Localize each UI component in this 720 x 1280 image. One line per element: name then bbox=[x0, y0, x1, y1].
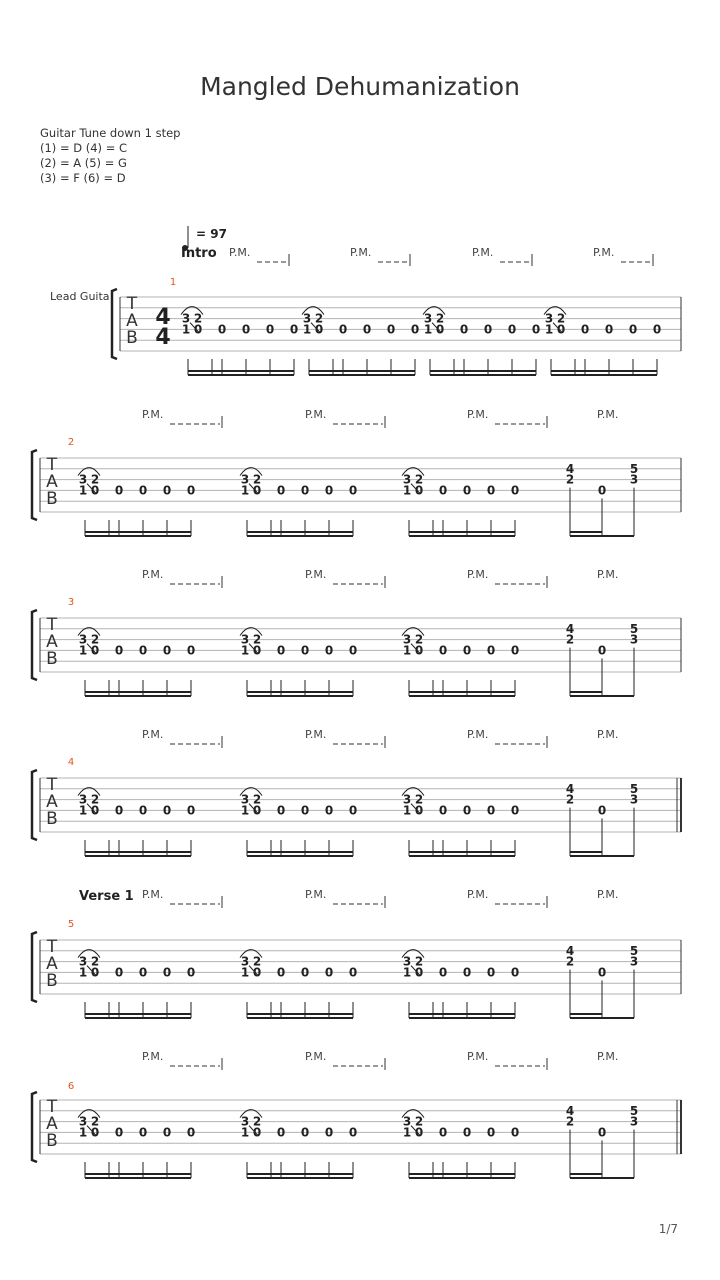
fret-number: 3 bbox=[629, 954, 639, 969]
fret-number: 4 bbox=[565, 461, 575, 476]
fret-number: 0 bbox=[510, 643, 520, 658]
fret-number: 3 bbox=[629, 472, 639, 487]
palm-mute-label: P.M. bbox=[350, 246, 372, 259]
palm-mute-label: P.M. bbox=[597, 728, 619, 741]
fret-number: 0 bbox=[486, 1125, 496, 1140]
track-name: Lead Guita bbox=[50, 290, 110, 303]
fret-number: 3 bbox=[423, 311, 433, 326]
fret-number: 0 bbox=[114, 483, 124, 498]
fret-number: 2 bbox=[252, 632, 262, 647]
tab-clef-letter: B bbox=[46, 809, 58, 829]
fret-number: 0 bbox=[324, 643, 334, 658]
time-signature-bottom: 4 bbox=[155, 325, 171, 350]
fret-number: 0 bbox=[628, 322, 638, 337]
fret-number: 2 bbox=[252, 954, 262, 969]
fret-number: 5 bbox=[629, 781, 639, 796]
fret-number: 0 bbox=[462, 643, 472, 658]
tab-clef-letter: T bbox=[46, 937, 58, 957]
palm-mute-label: P.M. bbox=[467, 408, 489, 421]
fret-number: 0 bbox=[597, 803, 607, 818]
system-bracket bbox=[112, 289, 117, 359]
fret-number: 0 bbox=[414, 803, 424, 818]
fret-number: 0 bbox=[324, 803, 334, 818]
system-bracket bbox=[32, 770, 37, 840]
fret-number: 0 bbox=[483, 322, 493, 337]
fret-number: 5 bbox=[629, 943, 639, 958]
fret-number: 0 bbox=[386, 322, 396, 337]
fret-number: 2 bbox=[193, 311, 203, 326]
fret-number: 3 bbox=[402, 954, 412, 969]
system-bracket bbox=[32, 1092, 37, 1162]
fret-number: 1 bbox=[402, 643, 412, 658]
tab-clef-letter: B bbox=[46, 489, 58, 509]
measure-number: 5 bbox=[67, 919, 75, 930]
fret-number: 3 bbox=[402, 1114, 412, 1129]
fret-number: 2 bbox=[90, 792, 100, 807]
fret-number: 0 bbox=[252, 483, 262, 498]
fret-number: 0 bbox=[556, 322, 566, 337]
fret-number: 0 bbox=[252, 1125, 262, 1140]
fret-number: 0 bbox=[114, 803, 124, 818]
tab-clef-letter: T bbox=[46, 1097, 58, 1117]
fret-number: 1 bbox=[402, 1125, 412, 1140]
fret-number: 3 bbox=[78, 1114, 88, 1129]
tab-clef-letter: A bbox=[46, 954, 58, 974]
fret-number: 3 bbox=[181, 311, 191, 326]
tab-clef-letter: T bbox=[46, 775, 58, 795]
fret-number: 0 bbox=[486, 803, 496, 818]
fret-number: 2 bbox=[414, 632, 424, 647]
fret-number: 0 bbox=[348, 483, 358, 498]
fret-number: 5 bbox=[629, 621, 639, 636]
fret-number: 4 bbox=[565, 1103, 575, 1118]
fret-number: 1 bbox=[402, 803, 412, 818]
fret-number: 3 bbox=[78, 472, 88, 487]
palm-mute-label: P.M. bbox=[305, 568, 327, 581]
fret-number: 0 bbox=[462, 483, 472, 498]
fret-number: 2 bbox=[565, 1114, 575, 1129]
measure-number: 3 bbox=[67, 597, 75, 608]
measure-number: 6 bbox=[67, 1081, 75, 1092]
palm-mute-label: P.M. bbox=[467, 888, 489, 901]
fret-number: 0 bbox=[300, 643, 310, 658]
tab-clef-letter: B bbox=[126, 328, 138, 348]
fret-number: 0 bbox=[300, 483, 310, 498]
tab-clef-letter: B bbox=[46, 971, 58, 991]
fret-number: 1 bbox=[544, 322, 554, 337]
fret-number: 1 bbox=[302, 322, 312, 337]
fret-number: 0 bbox=[186, 803, 196, 818]
measure-number: 1 bbox=[169, 277, 177, 288]
fret-number: 0 bbox=[114, 965, 124, 980]
fret-number: 0 bbox=[597, 1125, 607, 1140]
fret-number: 0 bbox=[217, 322, 227, 337]
fret-number: 0 bbox=[414, 965, 424, 980]
palm-mute-label: P.M. bbox=[142, 408, 164, 421]
fret-number: 0 bbox=[276, 965, 286, 980]
fret-number: 0 bbox=[300, 1125, 310, 1140]
fret-number: 0 bbox=[276, 1125, 286, 1140]
system-bracket bbox=[32, 932, 37, 1002]
fret-number: 0 bbox=[90, 965, 100, 980]
fret-number: 1 bbox=[78, 1125, 88, 1140]
fret-number: 0 bbox=[289, 322, 299, 337]
fret-number: 3 bbox=[240, 1114, 250, 1129]
palm-mute-label: P.M. bbox=[305, 888, 327, 901]
fret-number: 0 bbox=[186, 1125, 196, 1140]
fret-number: 0 bbox=[265, 322, 275, 337]
fret-number: 0 bbox=[462, 965, 472, 980]
page-number: 1/7 bbox=[658, 1222, 678, 1236]
fret-number: 0 bbox=[438, 965, 448, 980]
tab-clef-letter: B bbox=[46, 649, 58, 669]
fret-number: 0 bbox=[510, 483, 520, 498]
fret-number: 0 bbox=[90, 1125, 100, 1140]
fret-number: 3 bbox=[402, 792, 412, 807]
fret-number: 1 bbox=[402, 483, 412, 498]
fret-number: 2 bbox=[90, 1114, 100, 1129]
fret-number: 3 bbox=[240, 792, 250, 807]
fret-number: 1 bbox=[78, 483, 88, 498]
fret-number: 0 bbox=[90, 483, 100, 498]
fret-number: 3 bbox=[302, 311, 312, 326]
fret-number: 0 bbox=[138, 643, 148, 658]
fret-number: 0 bbox=[486, 483, 496, 498]
section-label: Verse 1 bbox=[79, 889, 134, 904]
fret-number: 0 bbox=[162, 965, 172, 980]
fret-number: 0 bbox=[597, 643, 607, 658]
fret-number: 0 bbox=[193, 322, 203, 337]
tuning-line: (2) = A (5) = G bbox=[40, 156, 127, 170]
palm-mute-label: P.M. bbox=[142, 888, 164, 901]
fret-number: 0 bbox=[652, 322, 662, 337]
fret-number: 2 bbox=[414, 792, 424, 807]
fret-number: 3 bbox=[629, 632, 639, 647]
fret-number: 0 bbox=[324, 1125, 334, 1140]
fret-number: 0 bbox=[438, 803, 448, 818]
fret-number: 0 bbox=[300, 803, 310, 818]
fret-number: 1 bbox=[240, 643, 250, 658]
fret-number: 0 bbox=[186, 483, 196, 498]
measure-number: 2 bbox=[67, 437, 75, 448]
fret-number: 0 bbox=[531, 322, 541, 337]
fret-number: 0 bbox=[138, 965, 148, 980]
fret-number: 0 bbox=[462, 1125, 472, 1140]
fret-number: 0 bbox=[186, 643, 196, 658]
palm-mute-label: P.M. bbox=[305, 408, 327, 421]
fret-number: 0 bbox=[507, 322, 517, 337]
fret-number: 0 bbox=[459, 322, 469, 337]
fret-number: 2 bbox=[556, 311, 566, 326]
fret-number: 0 bbox=[252, 643, 262, 658]
palm-mute-label: P.M. bbox=[597, 408, 619, 421]
fret-number: 5 bbox=[629, 1103, 639, 1118]
fret-number: 2 bbox=[252, 1114, 262, 1129]
tab-clef-letter: A bbox=[126, 311, 138, 331]
fret-number: 0 bbox=[162, 1125, 172, 1140]
fret-number: 0 bbox=[435, 322, 445, 337]
tuning-line: Guitar Tune down 1 step bbox=[40, 126, 181, 140]
fret-number: 0 bbox=[580, 322, 590, 337]
fret-number: 0 bbox=[90, 803, 100, 818]
fret-number: 0 bbox=[438, 1125, 448, 1140]
fret-number: 0 bbox=[252, 965, 262, 980]
fret-number: 0 bbox=[324, 965, 334, 980]
fret-number: 0 bbox=[276, 643, 286, 658]
fret-number: 1 bbox=[78, 965, 88, 980]
fret-number: 0 bbox=[314, 322, 324, 337]
fret-number: 0 bbox=[486, 643, 496, 658]
fret-number: 0 bbox=[348, 965, 358, 980]
fret-number: 4 bbox=[565, 943, 575, 958]
fret-number: 2 bbox=[414, 1114, 424, 1129]
tab-clef-letter: B bbox=[46, 1131, 58, 1151]
fret-number: 3 bbox=[240, 632, 250, 647]
palm-mute-label: P.M. bbox=[142, 1050, 164, 1063]
palm-mute-label: P.M. bbox=[597, 1050, 619, 1063]
fret-number: 0 bbox=[348, 643, 358, 658]
fret-number: 2 bbox=[252, 472, 262, 487]
fret-number: 2 bbox=[435, 311, 445, 326]
fret-number: 3 bbox=[78, 792, 88, 807]
fret-number: 0 bbox=[510, 803, 520, 818]
fret-number: 0 bbox=[138, 803, 148, 818]
system-bracket bbox=[32, 610, 37, 680]
fret-number: 0 bbox=[138, 483, 148, 498]
fret-number: 0 bbox=[486, 965, 496, 980]
fret-number: 0 bbox=[300, 965, 310, 980]
fret-number: 1 bbox=[78, 643, 88, 658]
measure-number: 4 bbox=[67, 757, 75, 768]
fret-number: 0 bbox=[414, 483, 424, 498]
fret-number: 0 bbox=[414, 1125, 424, 1140]
palm-mute-label: P.M. bbox=[593, 246, 615, 259]
fret-number: 2 bbox=[565, 954, 575, 969]
fret-number: 2 bbox=[414, 472, 424, 487]
fret-number: 4 bbox=[565, 621, 575, 636]
fret-number: 0 bbox=[348, 803, 358, 818]
fret-number: 2 bbox=[314, 311, 324, 326]
tab-clef-letter: A bbox=[46, 472, 58, 492]
fret-number: 0 bbox=[597, 965, 607, 980]
tuning-line: (1) = D (4) = C bbox=[40, 141, 128, 155]
fret-number: 5 bbox=[629, 461, 639, 476]
fret-number: 1 bbox=[240, 803, 250, 818]
tempo-marking: = 97 bbox=[196, 227, 227, 241]
fret-number: 0 bbox=[438, 643, 448, 658]
palm-mute-label: P.M. bbox=[597, 568, 619, 581]
fret-number: 0 bbox=[338, 322, 348, 337]
palm-mute-label: P.M. bbox=[229, 246, 251, 259]
fret-number: 3 bbox=[629, 1114, 639, 1129]
tab-clef-letter: T bbox=[46, 615, 58, 635]
palm-mute-label: P.M. bbox=[142, 728, 164, 741]
fret-number: 0 bbox=[438, 483, 448, 498]
fret-number: 4 bbox=[565, 781, 575, 796]
fret-number: 0 bbox=[510, 1125, 520, 1140]
fret-number: 0 bbox=[114, 1125, 124, 1140]
fret-number: 1 bbox=[240, 965, 250, 980]
fret-number: 1 bbox=[78, 803, 88, 818]
fret-number: 2 bbox=[90, 632, 100, 647]
fret-number: 0 bbox=[604, 322, 614, 337]
tab-clef-letter: A bbox=[46, 792, 58, 812]
fret-number: 3 bbox=[78, 632, 88, 647]
section-label: Intro bbox=[181, 246, 217, 261]
fret-number: 3 bbox=[240, 954, 250, 969]
fret-number: 0 bbox=[510, 965, 520, 980]
system-bracket bbox=[32, 450, 37, 520]
fret-number: 0 bbox=[462, 803, 472, 818]
fret-number: 3 bbox=[402, 632, 412, 647]
fret-number: 3 bbox=[240, 472, 250, 487]
fret-number: 0 bbox=[114, 643, 124, 658]
fret-number: 0 bbox=[348, 1125, 358, 1140]
fret-number: 1 bbox=[402, 965, 412, 980]
fret-number: 0 bbox=[241, 322, 251, 337]
fret-number: 2 bbox=[252, 792, 262, 807]
time-signature-top: 4 bbox=[155, 305, 171, 330]
fret-number: 2 bbox=[90, 954, 100, 969]
palm-mute-label: P.M. bbox=[467, 1050, 489, 1063]
fret-number: 1 bbox=[240, 483, 250, 498]
fret-number: 2 bbox=[565, 792, 575, 807]
palm-mute-label: P.M. bbox=[472, 246, 494, 259]
fret-number: 0 bbox=[324, 483, 334, 498]
fret-number: 3 bbox=[402, 472, 412, 487]
fret-number: 2 bbox=[565, 472, 575, 487]
fret-number: 0 bbox=[410, 322, 420, 337]
fret-number: 0 bbox=[162, 803, 172, 818]
tab-clef-letter: A bbox=[46, 632, 58, 652]
fret-number: 3 bbox=[544, 311, 554, 326]
fret-number: 0 bbox=[138, 1125, 148, 1140]
fret-number: 0 bbox=[162, 483, 172, 498]
fret-number: 0 bbox=[162, 643, 172, 658]
fret-number: 0 bbox=[90, 643, 100, 658]
fret-number: 0 bbox=[362, 322, 372, 337]
palm-mute-label: P.M. bbox=[305, 728, 327, 741]
palm-mute-label: P.M. bbox=[305, 1050, 327, 1063]
palm-mute-label: P.M. bbox=[467, 728, 489, 741]
tab-clef-letter: A bbox=[46, 1114, 58, 1134]
palm-mute-label: P.M. bbox=[467, 568, 489, 581]
fret-number: 1 bbox=[240, 1125, 250, 1140]
fret-number: 0 bbox=[252, 803, 262, 818]
tab-clef-letter: T bbox=[46, 455, 58, 475]
tuning-line: (3) = F (6) = D bbox=[40, 171, 126, 185]
palm-mute-label: P.M. bbox=[597, 888, 619, 901]
fret-number: 0 bbox=[597, 483, 607, 498]
tab-clef-letter: T bbox=[126, 294, 138, 314]
fret-number: 0 bbox=[186, 965, 196, 980]
fret-number: 2 bbox=[565, 632, 575, 647]
fret-number: 1 bbox=[423, 322, 433, 337]
fret-number: 0 bbox=[276, 803, 286, 818]
fret-number: 3 bbox=[78, 954, 88, 969]
palm-mute-label: P.M. bbox=[142, 568, 164, 581]
fret-number: 2 bbox=[414, 954, 424, 969]
song-title: Mangled Dehumanization bbox=[200, 72, 520, 101]
fret-number: 0 bbox=[276, 483, 286, 498]
fret-number: 0 bbox=[414, 643, 424, 658]
fret-number: 3 bbox=[629, 792, 639, 807]
fret-number: 2 bbox=[90, 472, 100, 487]
fret-number: 1 bbox=[181, 322, 191, 337]
